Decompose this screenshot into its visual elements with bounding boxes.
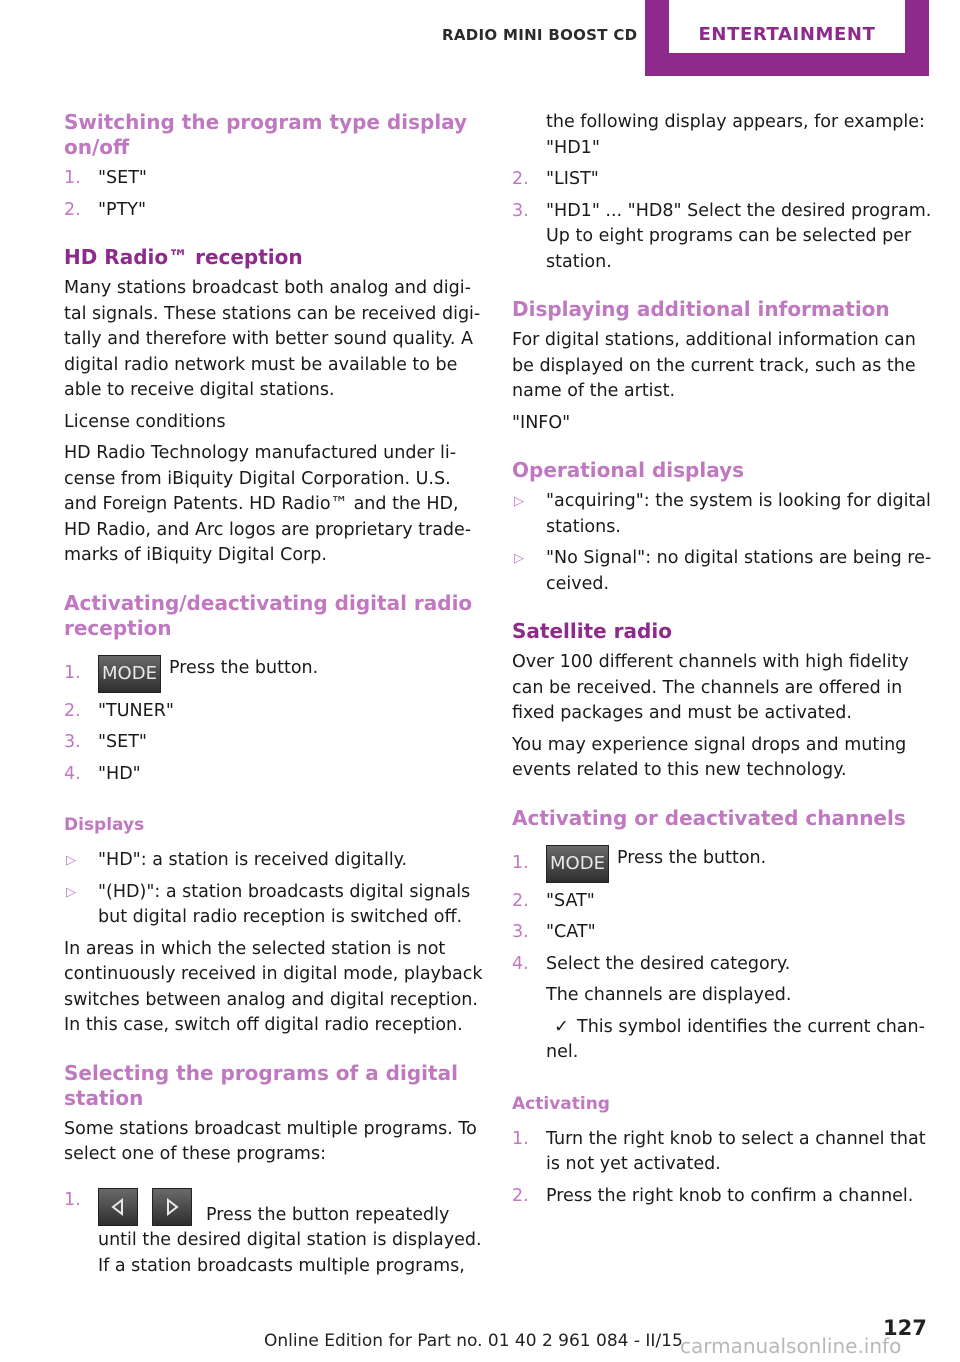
list-number: 2. — [512, 890, 529, 911]
list-number: 1. — [512, 1128, 529, 1149]
list-number: 4. — [512, 953, 529, 974]
paragraph — [512, 1015, 932, 1066]
section-tab — [645, 0, 929, 76]
list-item — [64, 1188, 484, 1280]
list-item — [64, 730, 484, 756]
bullet-item — [512, 546, 932, 597]
heading-digital-reception: Activating/deactivating digital radio reception — [64, 590, 473, 640]
previous-button-icon — [98, 1188, 138, 1226]
list-number: 2. — [512, 169, 529, 189]
paragraph: Many stations broadcast both analog and digital signals. These stations can be received digitally and therefore with better sound quality. A digital radio network must be available to be able to receive digital stations. — [64, 278, 481, 400]
list-text: "PTY" — [98, 199, 147, 220]
list-item — [512, 889, 932, 915]
list-item — [64, 699, 484, 725]
bullet-text: "HD": a station is received digitally. — [98, 850, 408, 870]
page-number: 127 — [883, 1316, 927, 1340]
heading-program-type: Switching the program type display on/off — [64, 110, 468, 159]
list-text: "LIST" — [546, 169, 599, 189]
list-number: 2. — [512, 1185, 529, 1206]
list-item — [512, 1184, 932, 1210]
list-item — [512, 1127, 932, 1178]
list-text: "SET" — [98, 168, 147, 188]
heading-channels: Activating or deactivated channels — [512, 805, 906, 830]
list-text: "CAT" — [546, 922, 596, 942]
list-item — [512, 920, 932, 946]
paragraph: For digital stations, additional information can be displayed on the current track, such as the name of the artist. — [512, 330, 916, 401]
list-text: "TUNER" — [98, 700, 174, 721]
list-number: 4. — [64, 763, 81, 784]
mode-button-icon: MODE — [546, 845, 609, 883]
list-text: "SET" — [98, 732, 147, 752]
heading-select-programs: Selecting the programs of a digital station — [64, 1060, 458, 1110]
list-item — [64, 655, 484, 693]
footer-edition: Online Edition for Part no. 01 40 2 961 084 - II/15 — [264, 1331, 683, 1351]
list-number: 1. — [64, 1189, 81, 1210]
heading-satellite-radio: Satellite radio — [512, 619, 672, 643]
list-text: "HD" — [98, 763, 141, 784]
list-text: Turn the right knob to select a channel that is not yet activated. — [546, 1128, 926, 1174]
list-number: 3. — [64, 732, 81, 752]
heading-activating: Activating — [512, 1093, 610, 1114]
paragraph: HD Radio Technology manufactured under license from iBiquity Digital Corporation. U.S. and Foreign Patents. HD Radio™ and the HD, HD Radio, and Arc logos are proprietary trademarks of iBiquity Digital Corp. — [64, 443, 472, 565]
paragraph: License conditions — [64, 411, 226, 432]
heading-displays: Displays — [64, 815, 145, 835]
list-item — [64, 762, 484, 788]
triangle-bullet-icon: ▷ — [514, 494, 524, 509]
list-number: 1. — [64, 662, 81, 683]
bullet-item — [64, 848, 484, 874]
heading-operational-displays: Operational displays — [512, 458, 745, 482]
paragraph: You may experience signal drops and muting events related to this new technology. — [512, 734, 907, 780]
bullet-item — [64, 880, 484, 931]
heading-hd-radio: HD Radio™ reception — [64, 245, 303, 269]
list-item — [512, 845, 932, 883]
list-text: "SAT" — [546, 890, 595, 911]
list-text: Press the right knob to confirm a channel. — [546, 1185, 914, 1206]
list-number: 2. — [64, 199, 81, 220]
paragraph-text: This symbol identifies the current channel. — [546, 1016, 925, 1062]
list-text: Press the button. — [617, 847, 767, 868]
list-number: 3. — [512, 922, 529, 942]
paragraph: In areas in which the selected station is not continuously received in digital mode, playback switches between analog and digital reception. In this case, switch off digital radio reception. — [64, 938, 483, 1035]
paragraph: The channels are displayed. — [546, 985, 792, 1005]
mode-button-icon: MODE — [98, 655, 161, 693]
bullet-text: "No Signal": no digital stations are being received. — [546, 548, 932, 594]
paragraph: "INFO" — [512, 412, 571, 433]
bullet-item — [512, 489, 932, 540]
list-item — [64, 198, 484, 224]
list-continuation: the following display appears, for example: "HD1" — [546, 112, 925, 158]
heading-additional-info: Displaying additional information — [512, 297, 890, 321]
bullet-text: "acquiring": the system is looking for digital stations. — [546, 491, 931, 537]
triangle-bullet-icon: ▷ — [66, 853, 76, 868]
bullet-text: "(HD)": a station broadcasts digital signals but digital radio reception is switched off. — [98, 881, 471, 927]
list-number: 2. — [64, 700, 81, 721]
triangle-bullet-icon: ▷ — [514, 551, 524, 566]
list-item — [512, 952, 932, 978]
triangle-bullet-icon: ▷ — [66, 884, 76, 900]
list-text: Press the button repeatedly until the desired digital station is displayed. If a station broadcasts multiple programs, — [98, 1204, 482, 1276]
list-item — [64, 166, 484, 192]
list-text: Press the button. — [169, 657, 319, 678]
next-button-icon — [152, 1188, 192, 1226]
list-text: "HD1" ... "HD8" Select the desired program. Up to eight programs can be selected per station. — [546, 200, 932, 272]
list-number: 1. — [512, 852, 529, 873]
list-number: 1. — [64, 168, 81, 188]
list-text: Select the desired category. — [546, 953, 791, 974]
section-tab-label: ENTERTAINMENT — [669, 0, 905, 53]
list-item — [512, 167, 932, 193]
paragraph: Some stations broadcast multiple programs. To select one of these programs: — [64, 1118, 477, 1164]
right-column — [512, 110, 932, 1215]
paragraph: Over 100 different channels with high fidelity can be received. The channels are offered in fixed packages and must be activated. — [512, 652, 909, 723]
left-column — [64, 110, 484, 1285]
header-title: RADIO MINI BOOST CD — [442, 26, 638, 44]
watermark: carmanualsonline.info — [680, 1334, 902, 1358]
list-item — [512, 199, 932, 276]
list-number: 3. — [512, 200, 529, 221]
checkmark-icon: ✓ — [554, 1016, 569, 1037]
